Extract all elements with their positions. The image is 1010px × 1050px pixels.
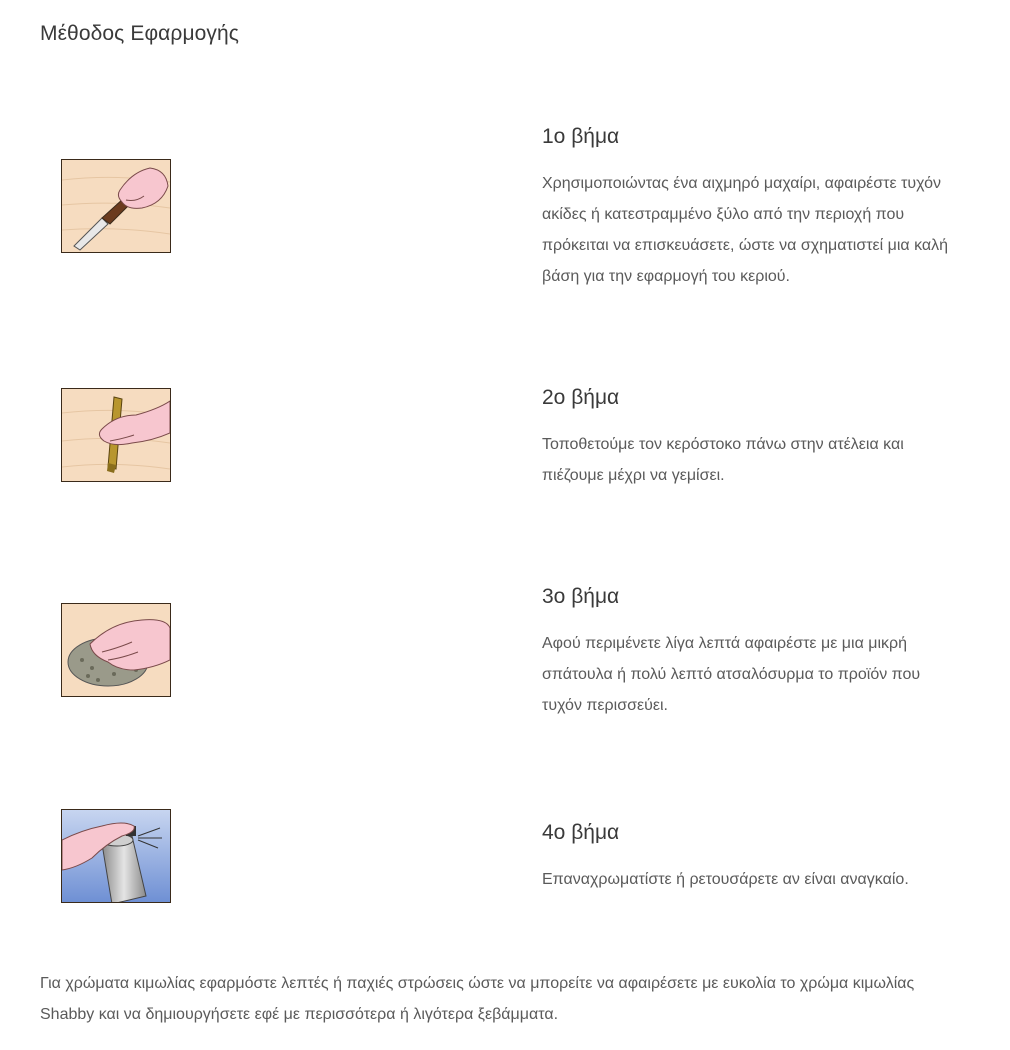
step-2-description: Τοποθετούμε τον κερόστοκο πάνω στην ατέλεια και πιέζουμε μέχρι να γεμίσει. [542, 436, 904, 484]
step-3-title: 3ο βήμα [542, 585, 620, 608]
step-4-description: Επαναχρωματίστε ή ρετουσάρετε αν είναι αναγκαίο. [542, 871, 909, 888]
steel-wool-icon [61, 603, 171, 697]
wax-stick-icon [61, 388, 171, 482]
page-title: Μέθοδος Εφαρμογής [40, 22, 240, 45]
step-1-description: Χρησιμοποιώντας ένα αιχμηρό μαχαίρι, αφαιρέστε τυχόν ακίδες ή κατεστραμμένο ξύλο από την περιοχή που πρόκειται να επισκευάσετε, ώστε να σχηματιστεί μια καλή βάση για την εφαρμογή του κεριού. [542, 175, 949, 285]
step-1-title: 1ο βήμα [542, 125, 620, 148]
step-2-title: 2ο βήμα [542, 386, 620, 409]
step-3-description: Αφού περιμένετε λίγα λεπτά αφαιρέστε με μια μικρή σπάτουλα ή πολύ λεπτό ατσαλόσυρμα το προϊόν που τυχόν περισσεύει. [542, 635, 921, 714]
footer-note: Για χρώματα κιμωλίας εφαρμόστε λεπτές ή παχιές στρώσεις ώστε να μπορείτε να αφαιρέσετε με ευκολία το χρώμα κιμωλίας Shabby και να δημιουργήσετε εφέ με περισσότερα ή λιγότερα ξεβάμματα. [40, 975, 915, 1023]
spray-can-icon [61, 809, 171, 903]
step-4-title: 4ο βήμα [542, 821, 620, 844]
knife-scraping-icon [61, 159, 171, 253]
